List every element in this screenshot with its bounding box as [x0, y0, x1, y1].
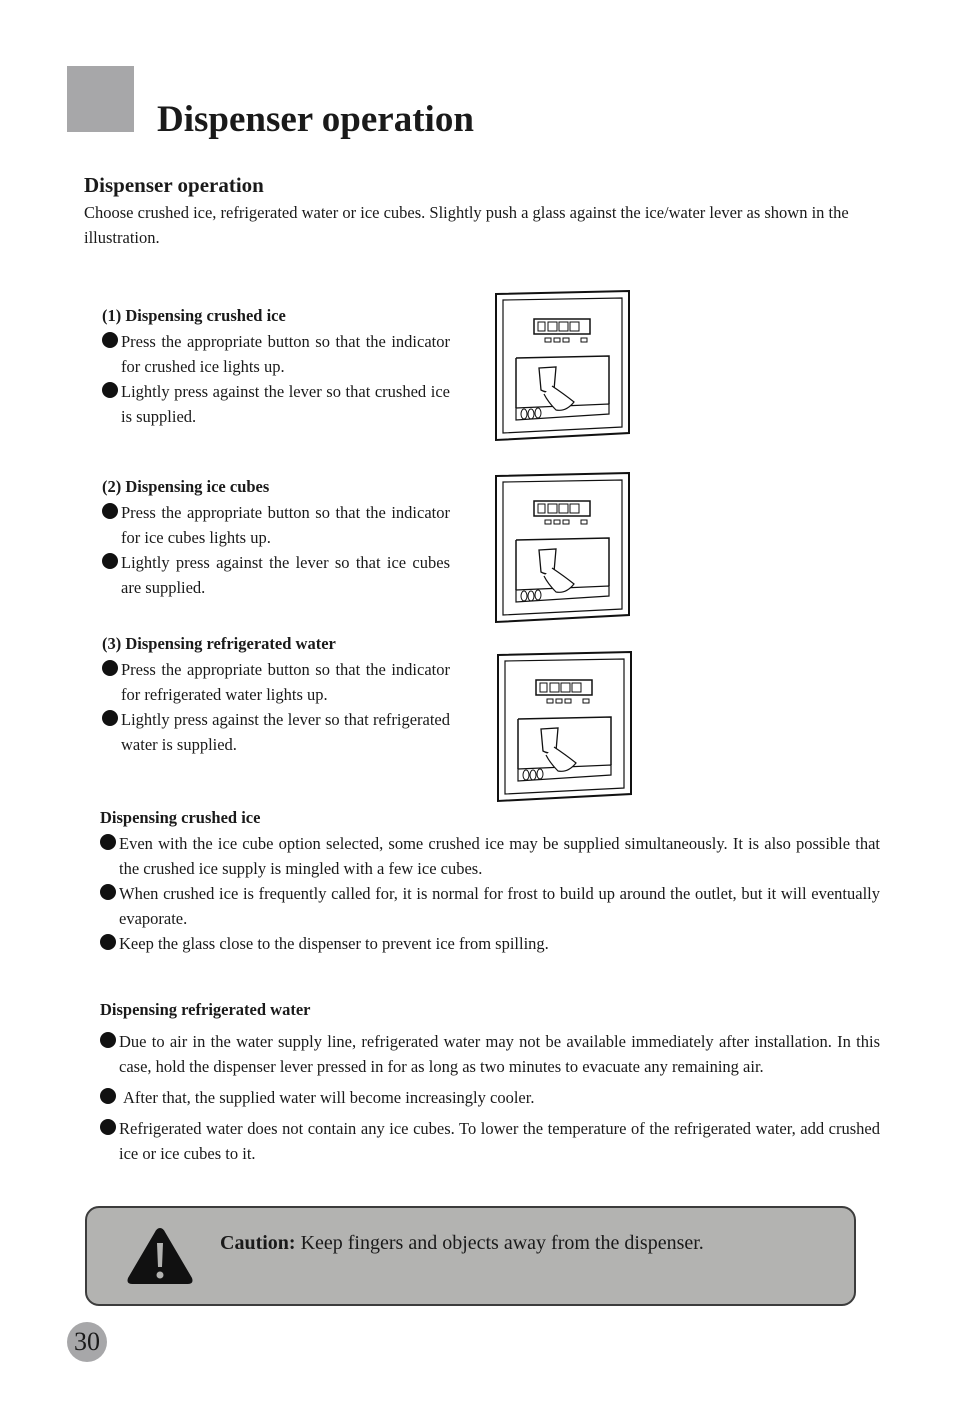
page-title: Dispenser operation: [157, 99, 474, 140]
bullet-icon: [100, 934, 116, 950]
list-item: Even with the ice cube option selected, some crushed ice may be supplied simultaneously. It is also possible that the crushed ice supply is mingled with a few ice cubes.: [100, 831, 880, 881]
bullet-icon: [102, 503, 118, 519]
list-item: Keep the glass close to the dispenser to prevent ice from spilling.: [100, 931, 880, 956]
note-heading: Dispensing crushed ice: [100, 808, 261, 827]
list-item: Refrigerated water does not contain any ice cubes. To lower the temperature of the refrigerated water, add crushed ice or ice cubes to it.: [100, 1116, 880, 1166]
list-item: Lightly press against the lever so that crushed ice is supplied.: [102, 379, 450, 429]
step-refrigerated-water: [102, 632, 450, 757]
list-item: After that, the supplied water will become increasingly cooler.: [100, 1085, 880, 1110]
list-item: Press the appropriate button so that the indicator for ice cubes lights up.: [102, 500, 450, 550]
step-ice-cubes: [102, 475, 450, 600]
step-heading: (2) Dispensing ice cubes: [102, 477, 270, 496]
bullet-icon: [102, 553, 118, 569]
bullet-icon: [102, 382, 118, 398]
list-item: Due to air in the water supply line, refrigerated water may not be available immediately after installation. In this case, hold the dispenser lever pressed in for as long as two minutes to evacuate any remaining air.: [100, 1029, 880, 1079]
step-heading: (1) Dispensing crushed ice: [102, 306, 286, 325]
bullet-icon: [100, 884, 116, 900]
bullet-icon: [100, 1032, 116, 1048]
dispenser-illustration-ice-cubes: [494, 472, 632, 624]
warning-icon: [125, 1225, 195, 1287]
intro-paragraph: Choose crushed ice, refrigerated water or ice cubes. Slightly push a glass against the ice/water lever as shown in the illustration.: [84, 203, 849, 247]
caution-label: Caution:: [220, 1232, 296, 1254]
list-item: Lightly press against the lever so that ice cubes are supplied.: [102, 550, 450, 600]
step-crushed-ice: [102, 304, 450, 429]
list-item: Lightly press against the lever so that refrigerated water is supplied.: [102, 707, 450, 757]
bullet-icon: [100, 1088, 116, 1104]
dispenser-illustration-crushed-ice: [494, 290, 632, 442]
list-item: Press the appropriate button so that the indicator for refrigerated water lights up.: [102, 657, 450, 707]
bullet-icon: [100, 1119, 116, 1135]
dispenser-illustration-refrigerated-water: [496, 651, 634, 803]
note-heading: Dispensing refrigerated water: [100, 1000, 311, 1019]
page-number: 30: [67, 1322, 107, 1362]
caution-text: [220, 1229, 704, 1257]
bullet-icon: [102, 332, 118, 348]
caution-message: Keep fingers and objects away from the dispenser.: [300, 1232, 704, 1254]
step-heading: (3) Dispensing refrigerated water: [102, 634, 336, 653]
note-refrigerated-water: [100, 998, 880, 1166]
list-item: When crushed ice is frequently called for, it is normal for frost to build up around the outlet, but it will eventually evaporate.: [100, 881, 880, 931]
bullet-icon: [102, 660, 118, 676]
note-crushed-ice: [100, 806, 880, 956]
section-heading: Dispenser operation: [84, 173, 264, 197]
list-item: Press the appropriate button so that the indicator for crushed ice lights up.: [102, 329, 450, 379]
bullet-icon: [102, 710, 118, 726]
header-gray-square: [67, 66, 134, 132]
bullet-icon: [100, 834, 116, 850]
